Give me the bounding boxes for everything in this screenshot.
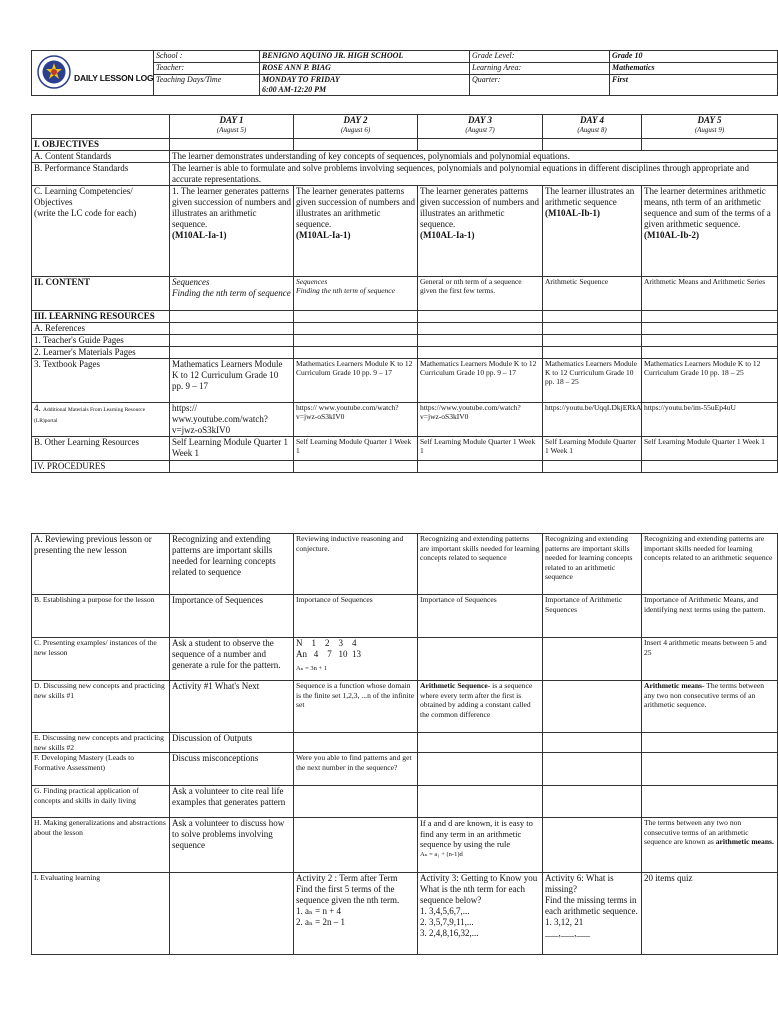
day-5-competency: The learner determines arithmetic means, nth term of an arithmetic sequence and sum of the terms of a given arithmetic sequence. (M10AL-Ib-2) bbox=[642, 186, 778, 277]
procedure-row-e bbox=[32, 733, 778, 753]
day-2-link[interactable]: https:// www.youtube.com/watch?v=jwz-oS3kIV0 bbox=[294, 403, 418, 437]
content-standards-text: The learner demonstrates understanding of key concepts of sequences, polynomials and polynomial equations. bbox=[170, 151, 778, 163]
day-1-other-resource: Self Learning Module Quarter 1 Week 1 bbox=[170, 437, 294, 461]
day-1-procedure-h: Ask a volunteer to discuss how to solve problems involving sequence bbox=[170, 818, 294, 873]
day-3-evaluation: Activity 3: Getting to Know you What is the nth term for each sequence below? 1. 3,4,5,6,7,... 2. 3,5,7,9,11,... 3. 2,4,8,16,32,... bbox=[418, 873, 543, 955]
procedure-f-label: F. Developing Mastery (Leads to Formative Assessment) bbox=[32, 753, 170, 786]
day-2-evaluation: Activity 2 : Term after Term Find the first 5 terms of the sequence given the nth term. 1. aₙ = n + 4 2. aₙ = 2n – 1 bbox=[294, 873, 418, 955]
day-1-procedure-a: Recognizing and extending patterns are important skills needed for learning concepts related to sequence bbox=[170, 534, 294, 595]
sequence-table-row-an: An 4 7 10 13 bbox=[296, 649, 361, 659]
day-1-procedure-c: Ask a student to observe the sequence of a number and generate a rule for the pattern. bbox=[170, 638, 294, 681]
day-4-procedure-a: Recognizing and extending patterns are important skills needed for learning concepts related to an arithmetic sequence bbox=[543, 534, 642, 595]
procedure-row-h bbox=[32, 818, 778, 873]
day-3-competency: The learner generates patterns given succession of numbers and illustrates an arithmetic sequence. (M10AL-Ia-1) bbox=[418, 186, 543, 277]
teacher-label: Teacher: bbox=[154, 63, 260, 75]
additional-materials-label: 4. Additional Materials From Learning Resource (LR)portal bbox=[32, 403, 170, 437]
teaching-days: MONDAY TO FRIDAY bbox=[262, 75, 340, 84]
day-3-procedure-d: Arithmetic Sequence- is a sequence where every term after the first is obtained by adding a constant called the common difference bbox=[418, 681, 543, 733]
procedure-row-c bbox=[32, 638, 778, 681]
lesson-plan-table-top bbox=[31, 114, 778, 473]
day-2-header: DAY 2 (August 6) bbox=[294, 115, 418, 139]
day-3-textbook: Mathematics Learners Module K to 12 Curriculum Grade 10 pp. 9 – 17 bbox=[418, 359, 543, 403]
teachers-guide-row bbox=[32, 335, 778, 347]
day-5-textbook: Mathematics Learners Module K to 12 Curriculum Grade 10 pp. 18 – 25 bbox=[642, 359, 778, 403]
procedure-row-g bbox=[32, 786, 778, 818]
performance-standards-text: The learner is able to formulate and solve problems involving sequences, polynomials and polynomial equations in different disciplines through appropriate and accurate representations. bbox=[170, 163, 778, 186]
day-1-procedure-g: Ask a volunteer to cite real life examples that generates pattern bbox=[170, 786, 294, 818]
day-4-evaluation: Activity 6: What is missing? Find the missing terms in each arithmetic sequence. 1. 3,12, 21 ___,___,___ bbox=[543, 873, 642, 955]
competencies-row bbox=[32, 186, 778, 277]
day-1-procedure-e: Discussion of Outputs bbox=[170, 733, 294, 753]
resources-heading: III. LEARNING RESOURCES bbox=[32, 311, 170, 323]
empty-corner-cell bbox=[32, 115, 170, 139]
quarter-label: Quarter: bbox=[470, 75, 610, 96]
resources-heading-row bbox=[32, 311, 778, 323]
other-resources-row bbox=[32, 437, 778, 461]
day-5-header: DAY 5 (August 9) bbox=[642, 115, 778, 139]
sequence-table-row-n: N 1 2 3 4 bbox=[296, 638, 357, 648]
objectives-heading-row bbox=[32, 139, 778, 151]
performance-standards-row bbox=[32, 163, 778, 186]
procedure-d-label: D. Discussing new concepts and practicing new skills #1 bbox=[32, 681, 170, 733]
school-label: School : bbox=[154, 51, 260, 63]
grade-level-value: Grade 10 bbox=[610, 51, 778, 63]
nth-term-rule: Aₙ = a₁ + (n-1)d bbox=[420, 850, 463, 858]
textbook-label: 3. Textbook Pages bbox=[32, 359, 170, 403]
day-3-header: DAY 3 (August 7) bbox=[418, 115, 543, 139]
lesson-log-title: DAILY LESSON LOG bbox=[74, 73, 154, 83]
content-standards-row bbox=[32, 151, 778, 163]
content-label: II. CONTENT bbox=[32, 277, 170, 311]
day-1-procedure-f: Discuss misconceptions bbox=[170, 753, 294, 786]
day-5-evaluation: 20 items quiz bbox=[642, 873, 778, 955]
day-4-lc-code: (M10AL-Ib-1) bbox=[545, 208, 600, 218]
day-4-competency: The learner illustrates an arithmetic sequence (M10AL-Ib-1) bbox=[543, 186, 642, 277]
teachers-guide-label: 1. Teacher's Guide Pages bbox=[32, 335, 170, 347]
learners-materials-label: 2. Learner's Materials Pages bbox=[32, 347, 170, 359]
procedure-c-label: C. Presenting examples/ instances of the new lesson bbox=[32, 638, 170, 681]
teaching-days-label: Teaching Days/Time bbox=[154, 75, 260, 96]
day-3-procedure-b: Importance of Sequences bbox=[418, 595, 543, 638]
references-label: A. References bbox=[32, 323, 170, 335]
day-5-procedure-b: Importance of Arithmetic Means, and identifying next terms using the pattern. bbox=[642, 595, 778, 638]
quarter-value: First bbox=[610, 75, 778, 96]
references-row bbox=[32, 323, 778, 335]
day-5-procedure-a: Recognizing and extending patterns are important skills needed for learning concepts related to an arithmetic sequence bbox=[642, 534, 778, 595]
day-2-textbook: Mathematics Learners Module K to 12 Curriculum Grade 10 pp. 9 – 17 bbox=[294, 359, 418, 403]
deped-seal-icon bbox=[37, 55, 71, 89]
grade-level-label: Grade Level: bbox=[470, 51, 610, 63]
additional-materials-row bbox=[32, 403, 778, 437]
procedure-row-d bbox=[32, 681, 778, 733]
day-2-procedure-b: Importance of Sequences bbox=[294, 595, 418, 638]
procedure-g-label: G. Finding practical application of concepts and skills in daily living bbox=[32, 786, 170, 818]
learning-area-value: Mathematics bbox=[610, 63, 778, 75]
day-5-link[interactable]: https://youtu.be/im-55uEp4uU bbox=[642, 403, 778, 437]
procedure-row-b bbox=[32, 595, 778, 638]
day-2-procedure-f: Were you able to find patterns and get the next number in the sequence? bbox=[294, 753, 418, 786]
teaching-time: 6:00 AM-12:20 PM bbox=[262, 85, 327, 94]
textbook-row bbox=[32, 359, 778, 403]
day-2-procedure-c bbox=[294, 638, 418, 681]
lesson-log-header bbox=[31, 50, 778, 96]
day-1-content: Sequences Finding the nth term of sequence bbox=[170, 277, 294, 311]
content-row bbox=[32, 277, 778, 311]
learning-area-label: Learning Area: bbox=[470, 63, 610, 75]
day-5-other-resource: Self Learning Module Quarter 1 Week 1 bbox=[642, 437, 778, 461]
day-5-procedure-h: The terms between any two non consecutive terms of an arithmetic sequence are known as arithmetic means. bbox=[642, 818, 778, 873]
day-header-row bbox=[32, 115, 778, 139]
day-4-header: DAY 4 (August 8) bbox=[543, 115, 642, 139]
other-resources-label: B. Other Learning Resources bbox=[32, 437, 170, 461]
day-4-other-resource: Self Learning Module Quarter 1 Week 1 bbox=[543, 437, 642, 461]
procedure-row-a bbox=[32, 534, 778, 595]
procedure-b-label: B. Establishing a purpose for the lesson bbox=[32, 595, 170, 638]
day-2-lc-code: (M10AL-Ia-1) bbox=[296, 230, 351, 240]
school-value: BENIGNO AQUINO JR. HIGH SCHOOL bbox=[260, 51, 470, 63]
day-1-textbook: Mathematics Learners Module K to 12 Curriculum Grade 10 pp. 9 – 17 bbox=[170, 359, 294, 403]
day-3-other-resource: Self Learning Module Quarter 1 Week 1 bbox=[418, 437, 543, 461]
content-standards-label: A. Content Standards bbox=[32, 151, 170, 163]
procedure-i-label: I. Evaluating learning bbox=[32, 873, 170, 955]
day-1-procedure-d: Activity #1 What's Next bbox=[170, 681, 294, 733]
performance-standards-label: B. Performance Standards bbox=[32, 163, 170, 186]
teacher-value: ROSE ANN P. BIAG bbox=[260, 63, 470, 75]
learners-materials-row bbox=[32, 347, 778, 359]
day-3-procedure-h: If a and d are known, it is easy to find any term in an arithmetic sequence by using the rule Aₙ = a₁ + (n-1)d bbox=[418, 818, 543, 873]
day-1-procedure-b: Importance of Sequences bbox=[170, 595, 294, 638]
day-1-link[interactable]: https:// www.youtube.com/watch?v=jwz-oS3kIV0 bbox=[170, 403, 294, 437]
day-1-header: DAY 1 (August 5) bbox=[170, 115, 294, 139]
day-3-procedure-a: Recognizing and extending patterns are important skills needed for learning concepts related to sequence bbox=[418, 534, 543, 595]
day-2-content: Sequences Finding the nth term of sequence bbox=[294, 277, 418, 311]
day-3-lc-code: (M10AL-Ia-1) bbox=[420, 230, 475, 240]
day-5-procedure-d: Arithmetic means- The terms between any two non consecutive terms of an arithmetic sequence. bbox=[642, 681, 778, 733]
procedure-row-f bbox=[32, 753, 778, 786]
procedure-row-i bbox=[32, 873, 778, 955]
day-3-content: General or nth term of a sequence given the first few terms. bbox=[418, 277, 543, 311]
procedure-a-label: A. Reviewing previous lesson or presenting the new lesson bbox=[32, 534, 170, 595]
day-2-procedure-d: Sequence is a function whose domain is the finite set 1,2,3, ...n of the infinite set bbox=[294, 681, 418, 733]
day-5-content: Arithmetic Means and Arithmetic Series bbox=[642, 277, 778, 311]
day-5-lc-code: (M10AL-Ib-2) bbox=[644, 230, 699, 240]
day-2-procedure-a: Reviewing inductive reasoning and conjecture. bbox=[294, 534, 418, 595]
day-2-other-resource: Self Learning Module Quarter 1 Week 1 bbox=[294, 437, 418, 461]
teaching-days-value bbox=[260, 75, 470, 96]
day-4-procedure-b: Importance of Arithmetic Sequences bbox=[543, 595, 642, 638]
procedure-e-label: E. Discussing new concepts and practicing new skills #2 bbox=[32, 733, 170, 753]
lesson-plan-table-procedures bbox=[31, 533, 778, 955]
header-logo-cell bbox=[32, 51, 154, 96]
day-2-competency: The learner generates patterns given succession of numbers and illustrates an arithmetic sequence. (M10AL-Ia-1) bbox=[294, 186, 418, 277]
procedure-h-label: H. Making generalizations and abstractions about the lesson bbox=[32, 818, 170, 873]
day-4-textbook: Mathematics Learners Module K to 12 Curriculum Grade 10 pp. 18 – 25 bbox=[543, 359, 642, 403]
procedures-heading: IV. PROCEDURES bbox=[32, 461, 170, 473]
objectives-heading: I. OBJECTIVES bbox=[32, 139, 170, 151]
day-4-content: Arithmetic Sequence bbox=[543, 277, 642, 311]
competencies-label: C. Learning Competencies/ Objectives (write the LC code for each) bbox=[32, 186, 170, 277]
day-5-procedure-c: Insert 4 arithmetic means between 5 and 25 bbox=[642, 638, 778, 681]
procedures-heading-row bbox=[32, 461, 778, 473]
day-1-competency: 1. The learner generates patterns given succession of numbers and illustrates an arithmetic sequence. (M10AL-Ia-1) bbox=[170, 186, 294, 277]
sequence-rule: Aₙ = 3n + 1 bbox=[296, 665, 328, 672]
day-4-link[interactable]: https://youtu.be/UqqLDkjERkA bbox=[543, 403, 642, 437]
day-1-lc-code: (M10AL-Ia-1) bbox=[172, 230, 227, 240]
day-3-link[interactable]: https://www.youtube.com/watch?v=jwz-oS3kIV0 bbox=[418, 403, 543, 437]
